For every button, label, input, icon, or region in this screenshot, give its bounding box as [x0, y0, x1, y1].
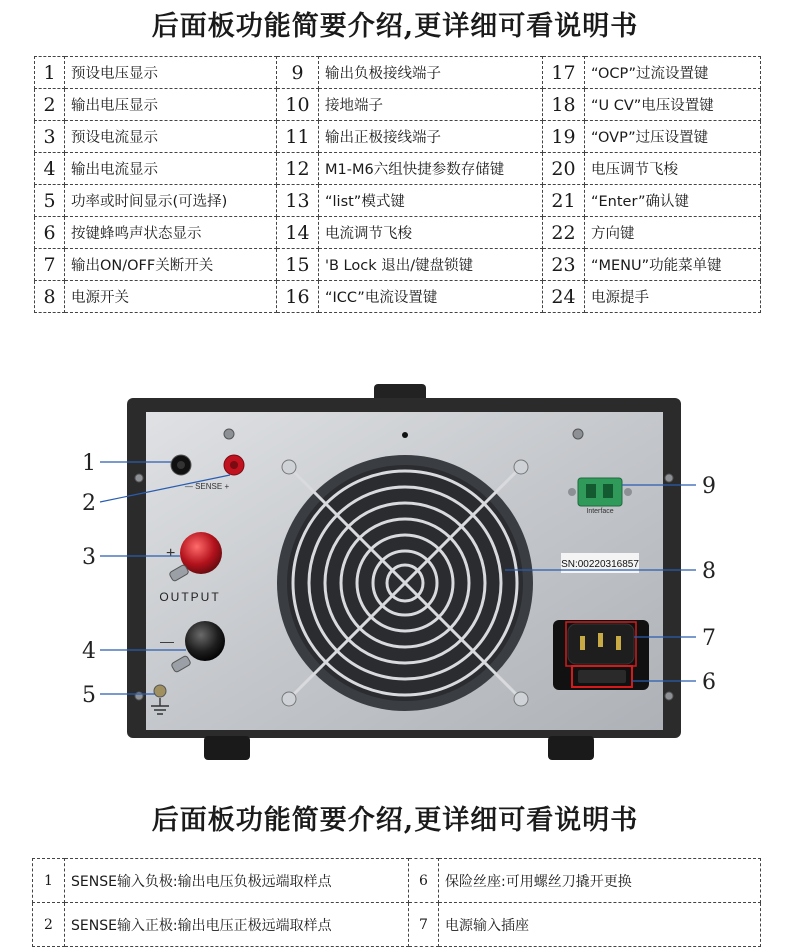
legend-description: 电流调节飞梭	[319, 217, 543, 249]
legend-number: 23	[543, 249, 585, 281]
legend-row	[35, 249, 761, 281]
fan-screw-icon	[282, 460, 296, 474]
legend-description: 输出电流显示	[65, 153, 277, 185]
legend-description: “list”模式键	[319, 185, 543, 217]
legend-row	[35, 281, 761, 313]
legend-number: 5	[35, 185, 65, 217]
legend-description: 电源提手	[585, 281, 761, 313]
legend-description: “OCP”过流设置键	[585, 57, 761, 89]
legend-row	[35, 89, 761, 121]
callout-number-2: 2	[82, 491, 96, 516]
legend-number: 22	[543, 217, 585, 249]
legend-number: 19	[543, 121, 585, 153]
screw-icon	[568, 488, 576, 496]
terminal-hole	[177, 461, 185, 469]
callout-number-4: 4	[82, 639, 96, 664]
screw-icon	[135, 474, 143, 482]
interface-connector	[578, 478, 622, 506]
legend-description: “ICC”电流设置键	[319, 281, 543, 313]
legend-number: 13	[277, 185, 319, 217]
legend-number: 2	[35, 89, 65, 121]
foot-left	[204, 736, 250, 760]
legend-description: M1-M6六组快捷参数存储键	[319, 153, 543, 185]
legend-number: 17	[543, 57, 585, 89]
legend-description: 按键蜂鸣声状态显示	[65, 217, 277, 249]
legend-description: 方向键	[585, 217, 761, 249]
legend-description: “MENU”功能菜单键	[585, 249, 761, 281]
legend-number: 1	[35, 57, 65, 89]
serial-number: SN:00220316857	[561, 559, 639, 570]
callout-number-1: 1	[82, 451, 96, 476]
legend-description: 保险丝座:可用螺丝刀撬开更换	[439, 859, 761, 903]
legend-number: 8	[35, 281, 65, 313]
legend-number: 7	[409, 903, 439, 947]
callout-number-7: 7	[702, 626, 716, 651]
legend-description: SENSE输入负极:输出电压负极远端取样点	[65, 859, 409, 903]
legend-description: 输出电压显示	[65, 89, 277, 121]
legend-description: 电源输入插座	[439, 903, 761, 947]
legend-number: 16	[277, 281, 319, 313]
legend-description: SENSE输入正极:输出电压正极远端取样点	[65, 903, 409, 947]
sense-label: — SENSE +	[184, 482, 230, 491]
screw-icon	[665, 474, 673, 482]
fuse-holder	[578, 670, 626, 683]
legend-number: 11	[277, 121, 319, 153]
callout-number-6: 6	[702, 670, 716, 695]
rear-panel-diagram	[0, 378, 790, 768]
fan-screw-icon	[514, 692, 528, 706]
legend-row	[35, 217, 761, 249]
interface-port	[586, 484, 596, 498]
legend-number: 4	[35, 153, 65, 185]
callout-number-3: 3	[82, 545, 96, 570]
legend-description: 预设电流显示	[65, 121, 277, 153]
inlet-pin	[616, 636, 621, 650]
legend-description: 输出正极接线端子	[319, 121, 543, 153]
screw-icon	[573, 429, 583, 439]
legend-row	[35, 57, 761, 89]
legend-number: 9	[277, 57, 319, 89]
legend-row	[35, 153, 761, 185]
interface-port	[603, 484, 613, 498]
output-plus-sign: +	[166, 545, 176, 562]
hole-icon	[402, 432, 408, 438]
screw-icon	[665, 692, 673, 700]
legend-number: 18	[543, 89, 585, 121]
output-minus-sign: —	[160, 633, 174, 649]
output-label: OUTPUT	[159, 590, 221, 604]
legend-number: 2	[33, 903, 65, 947]
fan-screw-icon	[514, 460, 528, 474]
legend-number: 3	[35, 121, 65, 153]
rear-panel-illustration	[0, 378, 790, 768]
terminal-hole	[230, 461, 238, 469]
callout-number-8: 8	[702, 559, 716, 584]
legend-description: “OVP”过压设置键	[585, 121, 761, 153]
legend-row	[35, 185, 761, 217]
page-title-top: 后面板功能简要介绍,更详细可看说明书	[151, 11, 639, 42]
legend-description: 接地端子	[319, 89, 543, 121]
fan-screw-icon	[282, 692, 296, 706]
legend-description: 电源开关	[65, 281, 277, 313]
legend-number: 24	[543, 281, 585, 313]
interface-label: Interface	[586, 508, 614, 515]
page-title-bottom: 后面板功能简要介绍,更详细可看说明书	[151, 805, 639, 836]
cooling-fan	[277, 455, 533, 711]
screw-icon	[224, 429, 234, 439]
legend-number: 21	[543, 185, 585, 217]
legend-description: 功率或时间显示(可选择)	[65, 185, 277, 217]
legend-description: 预设电压显示	[65, 57, 277, 89]
legend-description: 输出ON/OFF关断开关	[65, 249, 277, 281]
legend-description: 输出负极接线端子	[319, 57, 543, 89]
legend-number: 20	[543, 153, 585, 185]
legend-table-bottom	[32, 858, 761, 947]
ground-terminal	[154, 685, 166, 697]
legend-row	[35, 121, 761, 153]
legend-number: 6	[409, 859, 439, 903]
legend-number: 7	[35, 249, 65, 281]
screw-icon	[135, 692, 143, 700]
legend-description: 'B Lock 退出/键盘锁键	[319, 249, 543, 281]
screw-icon	[624, 488, 632, 496]
callout-number-5: 5	[82, 683, 96, 708]
legend-row	[33, 903, 761, 947]
legend-number: 6	[35, 217, 65, 249]
legend-number: 15	[277, 249, 319, 281]
callout-number-9: 9	[702, 474, 716, 499]
legend-row	[33, 859, 761, 903]
legend-number: 14	[277, 217, 319, 249]
legend-number: 10	[277, 89, 319, 121]
inlet-pin	[580, 636, 585, 650]
output-negative-knob	[185, 621, 225, 661]
legend-number: 12	[277, 153, 319, 185]
legend-table-top	[34, 56, 761, 313]
legend-description: “Enter”确认键	[585, 185, 761, 217]
foot-right	[548, 736, 594, 760]
legend-number: 1	[33, 859, 65, 903]
inlet-pin	[598, 633, 603, 647]
legend-description: 电压调节飞梭	[585, 153, 761, 185]
legend-description: “U CV”电压设置键	[585, 89, 761, 121]
